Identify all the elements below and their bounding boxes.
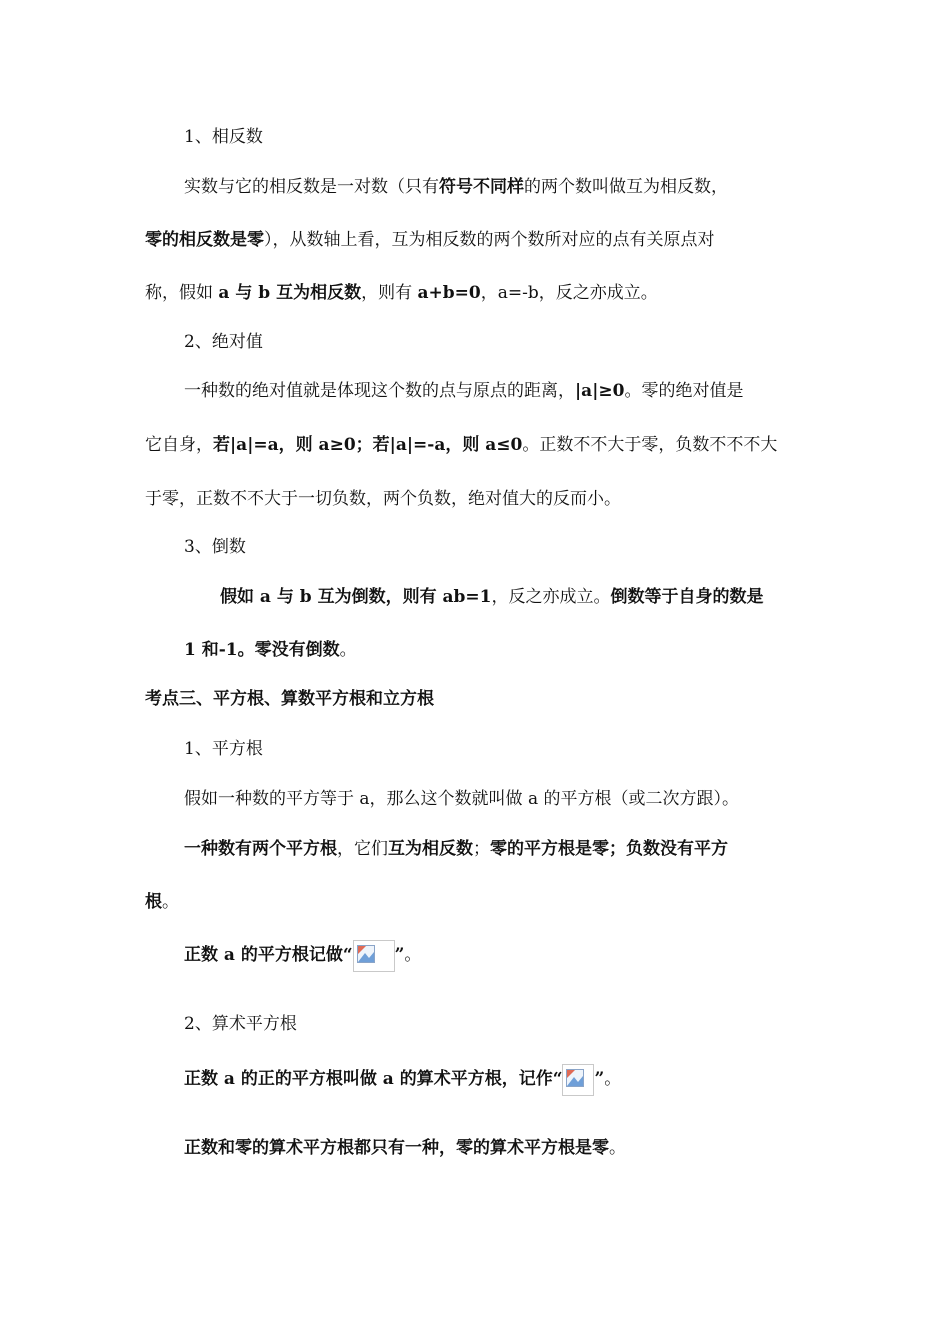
paragraph-line: 正数 a 的平方根记做“ ”。 bbox=[184, 938, 421, 972]
topic-title: 考点三、平方根、算数平方根和立方根 bbox=[145, 689, 434, 709]
paragraph-line: 假如一种数的平方等于 a，那么这个数就叫做 a 的平方根（或二次方跟）。 bbox=[184, 789, 739, 809]
paragraph-line: 正数 a 的正的平方根叫做 a 的算术平方根，记作“ ”。 bbox=[184, 1062, 621, 1096]
paragraph-line: 一种数有两个平方根，它们互为相反数；零的平方根是零；负数没有平方 bbox=[184, 839, 728, 859]
paragraph-line: 称，假如 a 与 b 互为相反数，则有 a+b=0，a=-b，反之亦成立。 bbox=[145, 283, 658, 303]
broken-image-icon-graphic bbox=[357, 945, 375, 963]
paragraph-line: 根。 bbox=[145, 892, 179, 912]
section-heading-reciprocal: 3、倒数 bbox=[184, 537, 246, 557]
paragraph-line: 它自身，若|a|=a，则 a≥0；若|a|=-a，则 a≤0。正数不不大于零，负数不不不大 bbox=[145, 435, 778, 455]
paragraph-line: 零的相反数是零），从数轴上看，互为相反数的两个数所对应的点有关原点对 bbox=[145, 230, 715, 250]
section-heading-square-root: 1、平方根 bbox=[184, 739, 263, 759]
paragraph-line: 于零，正数不不大于一切负数，两个负数，绝对值大的反而小。 bbox=[145, 489, 621, 509]
broken-image-icon-graphic bbox=[566, 1069, 584, 1087]
broken-image-icon bbox=[353, 940, 395, 972]
section-heading-absolute-value: 2、绝对值 bbox=[184, 332, 263, 352]
paragraph-line: 假如 a 与 b 互为倒数，则有 ab=1，反之亦成立。倒数等于自身的数是 bbox=[220, 587, 764, 607]
paragraph-line: 一种数的绝对值就是体现这个数的点与原点的距离，|a|≥0。零的绝对值是 bbox=[184, 381, 744, 401]
section-heading-opposite-numbers: 1、相反数 bbox=[184, 127, 263, 147]
section-heading-arithmetic-square-root: 2、算术平方根 bbox=[184, 1014, 297, 1034]
paragraph-line: 正数和零的算术平方根都只有一种，零的算术平方根是零。 bbox=[184, 1138, 626, 1158]
paragraph-line: 1 和-1。零没有倒数。 bbox=[184, 640, 357, 660]
paragraph-line: 实数与它的相反数是一对数（只有符号不同样的两个数叫做互为相反数， bbox=[184, 177, 728, 197]
broken-image-icon bbox=[562, 1064, 594, 1096]
